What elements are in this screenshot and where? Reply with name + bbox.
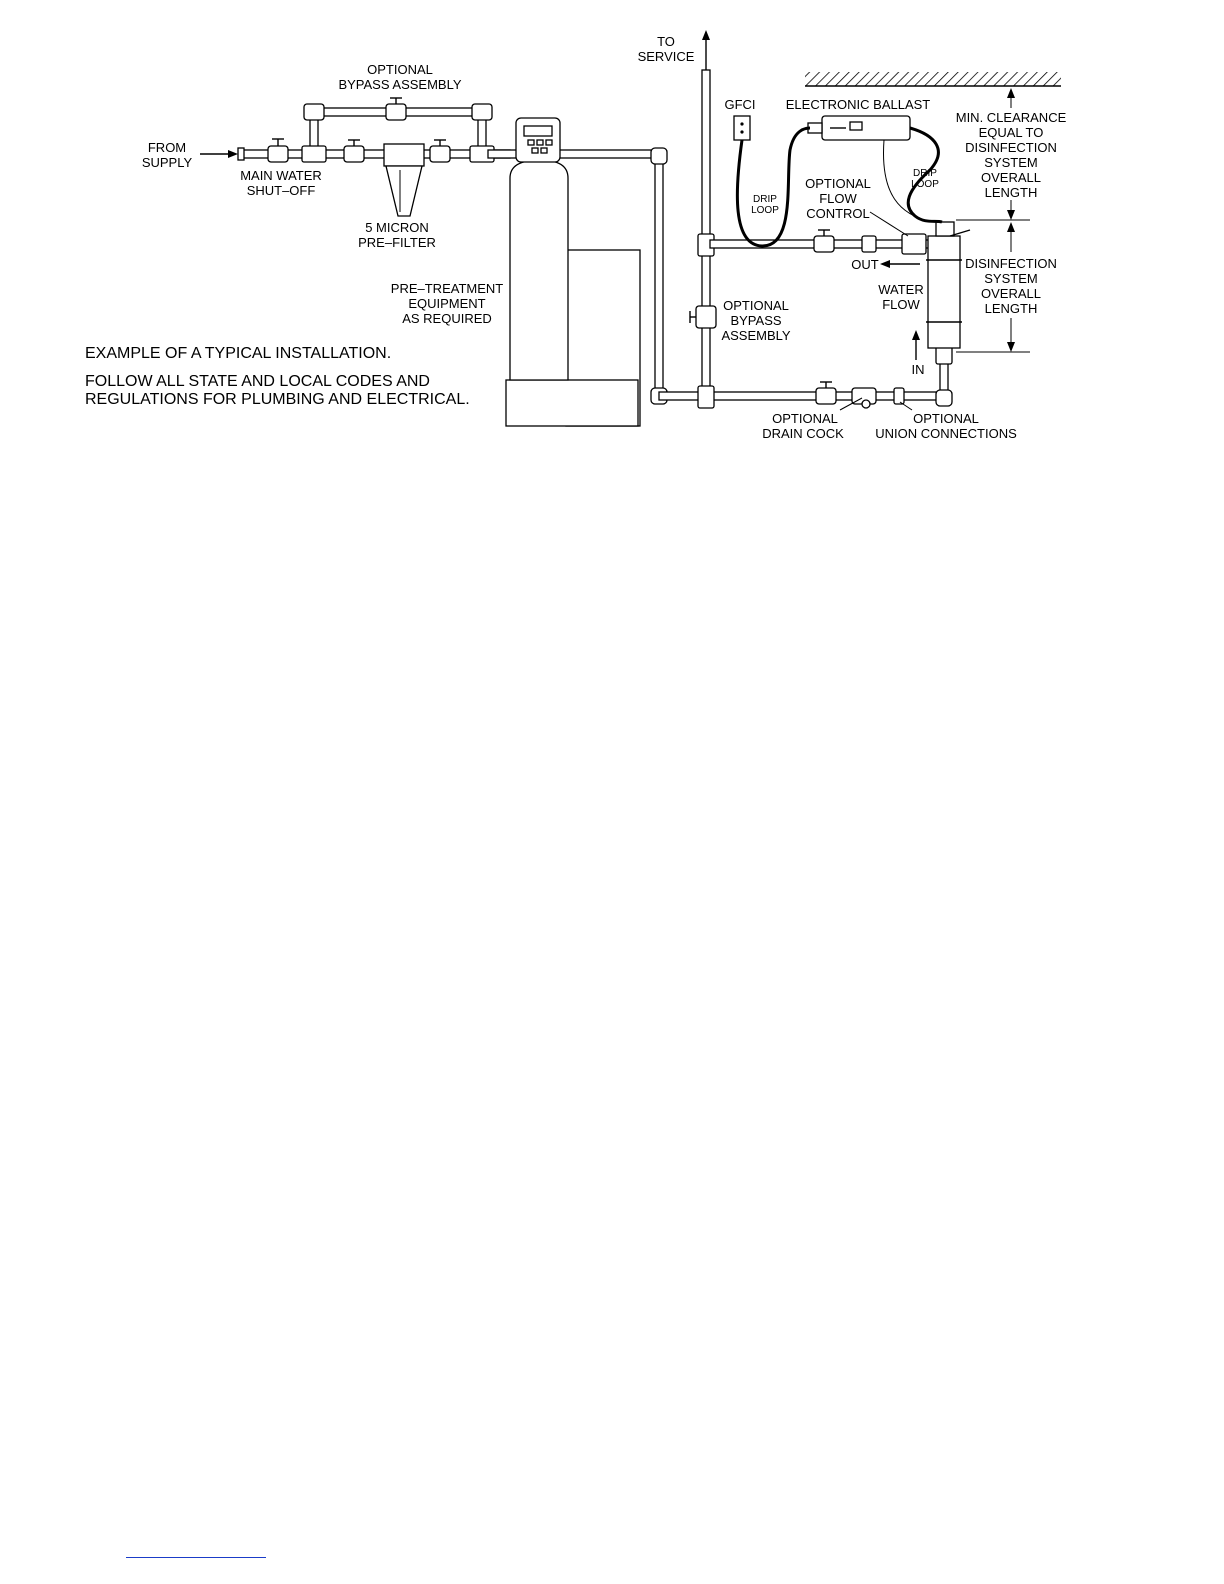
electronic-ballast xyxy=(808,116,910,140)
svg-text:FLOW: FLOW xyxy=(882,297,920,312)
label-drip-loop-right xyxy=(911,168,939,190)
label-to-service xyxy=(638,34,695,64)
svg-text:BYPASS: BYPASS xyxy=(730,313,782,328)
service-riser xyxy=(690,30,716,408)
tank-outlet-pipe xyxy=(651,148,945,404)
svg-text:CONTROL: CONTROL xyxy=(806,206,870,221)
label-optional-flow-control xyxy=(805,176,871,221)
svg-text:OVERALL: OVERALL xyxy=(981,170,1041,185)
footer-link-underline[interactable] xyxy=(126,1557,266,1558)
gfci-outlet xyxy=(734,116,750,140)
svg-text:MIN. CLEARANCE: MIN. CLEARANCE xyxy=(955,110,1067,125)
note-example: EXAMPLE OF A TYPICAL INSTALLATION. xyxy=(85,345,392,362)
svg-text:LOOP: LOOP xyxy=(911,179,939,190)
uv-chamber xyxy=(926,222,970,406)
label-in: IN xyxy=(911,362,925,377)
svg-text:MAIN WATER: MAIN WATER xyxy=(240,168,322,183)
svg-text:ASSEMBLY: ASSEMBLY xyxy=(721,328,791,343)
svg-text:DISINFECTION: DISINFECTION xyxy=(965,256,1057,271)
svg-text:OPTIONAL: OPTIONAL xyxy=(805,176,871,191)
label-electronic-ballast: ELECTRONIC BALLAST xyxy=(785,97,931,112)
svg-text:EQUAL TO: EQUAL TO xyxy=(978,125,1044,140)
label-optional-union xyxy=(875,411,1017,441)
label-optional-bypass-mid xyxy=(721,298,790,343)
svg-text:OVERALL: OVERALL xyxy=(981,286,1041,301)
micron-prefilter xyxy=(384,144,424,216)
from-supply-arrow xyxy=(200,150,238,158)
label-from-supply xyxy=(142,140,193,170)
svg-text:DRIP: DRIP xyxy=(753,194,777,205)
svg-text:FLOW: FLOW xyxy=(819,191,857,206)
label-pretreatment xyxy=(391,281,503,326)
svg-text:OPTIONAL: OPTIONAL xyxy=(913,411,979,426)
svg-text:5 MICRON: 5 MICRON xyxy=(365,220,429,235)
svg-text:DRAIN COCK: DRAIN COCK xyxy=(762,426,844,441)
svg-text:WATER: WATER xyxy=(878,282,924,297)
label-drip-loop-left xyxy=(751,194,779,216)
note-codes-line1: FOLLOW ALL STATE AND LOCAL CODES AND xyxy=(85,373,430,390)
label-main-water-shutoff xyxy=(240,168,322,198)
ceiling xyxy=(805,72,1061,86)
in-arrow xyxy=(912,330,920,360)
svg-text:SYSTEM: SYSTEM xyxy=(984,271,1038,286)
pretreatment-tank xyxy=(488,118,658,426)
svg-text:OPTIONAL: OPTIONAL xyxy=(723,298,789,313)
svg-text:LENGTH: LENGTH xyxy=(984,185,1038,200)
label-optional-drain-cock xyxy=(762,411,844,441)
svg-text:TO: TO xyxy=(657,34,675,49)
svg-text:UNION CONNECTIONS: UNION CONNECTIONS xyxy=(875,426,1017,441)
label-disinfection-length xyxy=(965,256,1057,316)
svg-text:OPTIONAL: OPTIONAL xyxy=(772,411,838,426)
svg-text:SERVICE: SERVICE xyxy=(637,49,695,64)
label-min-clearance xyxy=(956,110,1067,200)
svg-text:OPTIONAL: OPTIONAL xyxy=(367,62,433,77)
svg-text:SYSTEM: SYSTEM xyxy=(984,155,1038,170)
svg-text:LENGTH: LENGTH xyxy=(984,301,1038,316)
svg-text:SHUT–OFF: SHUT–OFF xyxy=(246,183,316,198)
label-gfci: GFCI xyxy=(724,97,756,112)
svg-text:FROM: FROM xyxy=(147,140,187,155)
note-codes-line2: REGULATIONS FOR PLUMBING AND ELECTRICAL. xyxy=(85,391,470,408)
svg-text:LOOP: LOOP xyxy=(751,205,779,216)
svg-text:PRE–TREATMENT: PRE–TREATMENT xyxy=(390,281,504,296)
svg-text:PRE–FILTER: PRE–FILTER xyxy=(358,235,436,250)
svg-text:BYPASS ASSEMBLY: BYPASS ASSEMBLY xyxy=(338,77,462,92)
label-optional-bypass-top xyxy=(338,62,461,92)
svg-text:AS REQUIRED: AS REQUIRED xyxy=(402,311,492,326)
out-arrow xyxy=(880,260,920,268)
svg-text:DRIP: DRIP xyxy=(913,168,937,179)
supply-pipe xyxy=(238,139,510,162)
svg-text:EQUIPMENT: EQUIPMENT xyxy=(408,296,486,311)
svg-text:DISINFECTION: DISINFECTION xyxy=(965,140,1057,155)
svg-text:SUPPLY: SUPPLY xyxy=(141,155,193,170)
label-out: OUT xyxy=(851,257,879,272)
label-water-flow xyxy=(878,282,924,312)
label-micron-prefilter xyxy=(358,220,436,250)
